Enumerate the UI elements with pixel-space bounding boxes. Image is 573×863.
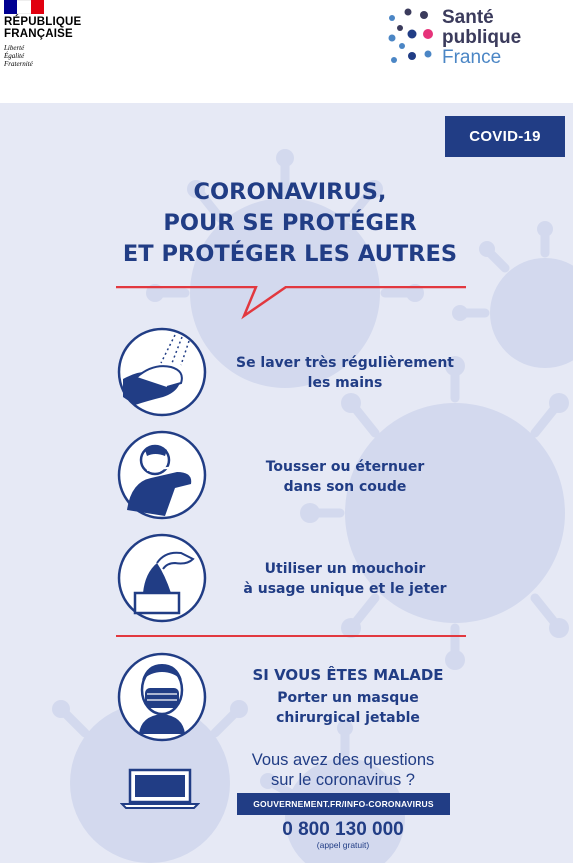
face-mask-icon — [117, 652, 207, 742]
covid-badge: COVID-19 — [445, 116, 565, 157]
header — [0, 0, 573, 100]
questions-text: Vous avez des questions sur le coronavirus ? — [251, 751, 435, 789]
spf-line3: France — [442, 47, 502, 68]
phone-note: (appel gratuit) — [316, 840, 370, 850]
sante-publique-france-logo — [384, 4, 544, 74]
poster-title: CORONAVIRUS, POUR SE PROTÉGER ET PROTÉGER LES AUTRES — [122, 179, 458, 267]
phone-number: 0 800 130 000 — [282, 819, 404, 840]
republique-francaise-logo — [2, 0, 112, 85]
item-text-tissue: Utiliser un mouchoir à usage unique et le jeter — [243, 561, 447, 597]
republique-motto: Liberté Égalité Fraternité — [4, 44, 33, 68]
spf-line1: Santé — [442, 7, 494, 28]
laptop-icon — [120, 768, 200, 810]
republique-name: RÉPUBLIQUE FRANÇAISE — [4, 16, 82, 40]
speech-bubble-underline — [116, 286, 468, 326]
sante-publique-text — [442, 8, 521, 68]
sick-title: SI VOUS ÊTES MALADE — [252, 666, 444, 684]
spf-line2: publique — [442, 27, 522, 48]
tissue-box-icon — [117, 533, 207, 623]
section-separator — [116, 635, 466, 637]
hand-washing-icon — [117, 327, 207, 417]
sick-text: Porter un masque chirurgical jetable — [276, 690, 420, 726]
info-url[interactable]: GOUVERNEMENT.FR/INFO-CORONAVIRUS — [237, 793, 450, 815]
french-flag-icon — [4, 0, 44, 14]
covid-poster — [0, 103, 573, 863]
item-text-cough: Tousser ou éternuer dans son coude — [265, 459, 425, 495]
item-text-hand-washing: Se laver très régulièrement les mains — [235, 355, 455, 391]
sante-publique-dots-icon — [384, 4, 442, 74]
cough-elbow-icon — [117, 430, 207, 520]
